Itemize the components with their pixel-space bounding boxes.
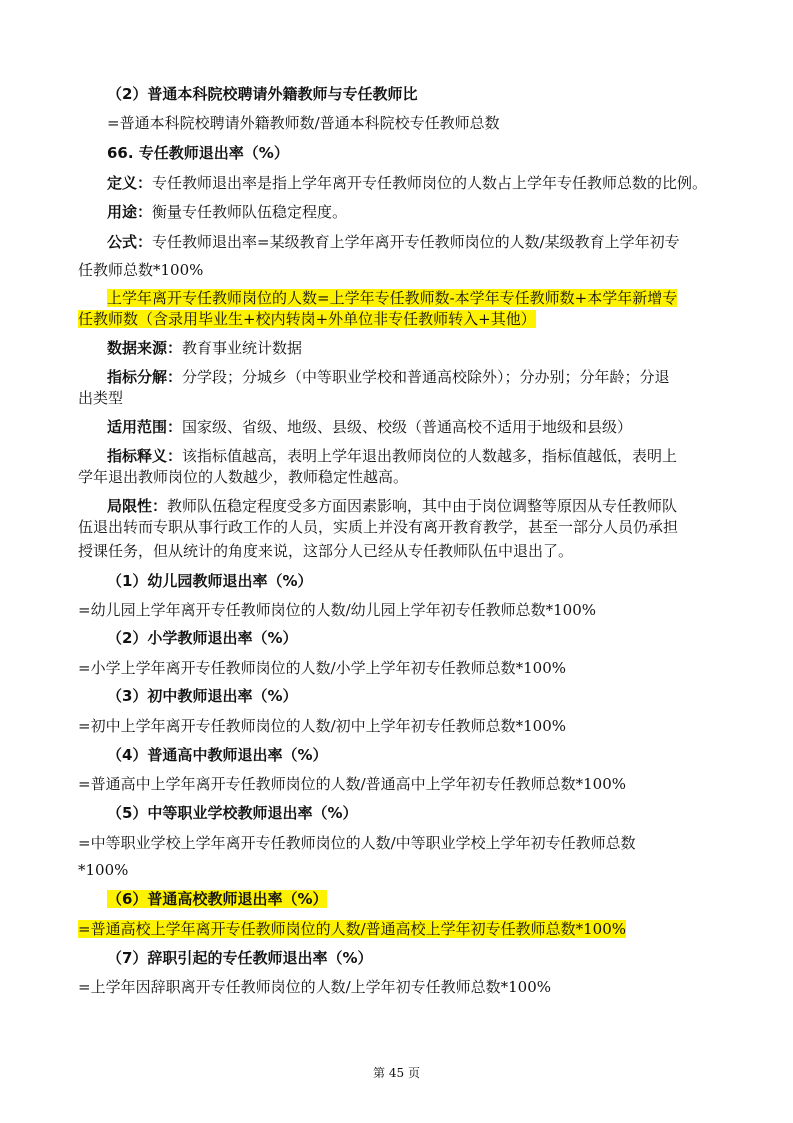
subheading-foreign-teacher-ratio: （2）普通本科院校聘请外籍教师与专任教师比	[107, 85, 418, 103]
breakdown-label: 指标分解：	[107, 368, 183, 386]
highlight-text: 任教师数（含录用毕业生+校内转岗+外单位非专任教师转入+其他）	[78, 310, 536, 328]
limitation-text: 教师队伍稳定程度受多方面因素影响，其中由于岗位调整等原因从专任教师队	[167, 497, 678, 515]
data-source-line	[107, 338, 302, 358]
interpretation-line-cont: 学年退出教师岗位的人数越少，教师稳定性越高。	[78, 468, 409, 486]
limitation-line	[107, 496, 677, 516]
highlight-text: （6）普通高校教师退出率（%）	[107, 890, 328, 908]
data-source-text: 教育事业统计数据	[182, 339, 303, 357]
highlight-text: =普通高校上学年离开专任教师岗位的人数/普通高校上学年初专任教师总数*100%	[78, 920, 627, 938]
formula-line-cont: 任教师总数*100%	[78, 261, 204, 279]
limitation-line-cont-2: 授课任务，但从统计的角度来说，这部分人已经从专任教师队伍中退出了。	[78, 542, 574, 560]
formula-resignation: =上学年因辞职离开专任教师岗位的人数/上学年初专任教师总数*100%	[78, 978, 552, 996]
highlight-text: 上学年离开专任教师岗位的人数=上学年专任教师数-本学年专任教师数+本学年新增专	[107, 289, 678, 307]
definition-line	[107, 173, 707, 193]
subheading-university	[107, 889, 327, 909]
breakdown-text: 分学段；分城乡（中等职业学校和普通高校除外）；分办别；分年龄；分退	[182, 368, 670, 386]
data-source-label: 数据来源：	[107, 339, 183, 357]
formula-foreign-teacher-ratio: =普通本科院校聘请外籍教师数/普通本科院校专任教师总数	[107, 114, 500, 132]
subheading-senior: （4）普通高中教师退出率（%）	[107, 746, 328, 764]
subheading-kindergarten: （1）幼儿园教师退出率（%）	[107, 572, 313, 590]
formula-primary: =小学上学年离开专任教师岗位的人数/小学上学年初专任教师总数*100%	[78, 659, 567, 677]
definition-text: 专任教师退出率是指上学年离开专任教师岗位的人数占上学年专任教师总数的比例。	[152, 174, 708, 192]
formula-vocational-cont: *100%	[78, 861, 129, 879]
formula-kindergarten: =幼儿园上学年离开专任教师岗位的人数/幼儿园上学年初专任教师总数*100%	[78, 601, 597, 619]
subheading-vocational: （5）中等职业学校教师退出率（%）	[107, 804, 358, 822]
section-heading-66: 66. 专任教师退出率（%）	[107, 144, 289, 162]
highlighted-definition-line-2	[78, 309, 536, 329]
formula-label: 公式：	[107, 233, 153, 251]
breakdown-line	[107, 367, 670, 387]
interpretation-line	[107, 446, 677, 466]
usage-text: 衡量专任教师队伍稳定程度。	[152, 203, 348, 221]
definition-label: 定义：	[107, 174, 153, 192]
highlighted-definition-line-1	[107, 288, 677, 308]
subheading-junior: （3）初中教师退出率（%）	[107, 687, 298, 705]
scope-line	[107, 417, 632, 437]
formula-line	[107, 232, 680, 252]
formula-text: 专任教师退出率=某级教育上学年离开专任教师岗位的人数/某级教育上学年初专	[152, 233, 680, 251]
interpretation-label: 指标释义：	[107, 447, 183, 465]
usage-line	[107, 202, 347, 222]
formula-vocational: =中等职业学校上学年离开专任教师岗位的人数/中等职业学校上学年初专任教师总数	[78, 834, 636, 852]
limitation-label: 局限性：	[107, 497, 168, 515]
breakdown-line-cont: 出类型	[78, 389, 124, 407]
scope-label: 适用范围：	[107, 418, 183, 436]
usage-label: 用途：	[107, 203, 153, 221]
subheading-resignation: （7）辞职引起的专任教师退出率（%）	[107, 949, 373, 967]
formula-junior: =初中上学年离开专任教师岗位的人数/初中上学年初专任教师总数*100%	[78, 717, 567, 735]
subheading-primary: （2）小学教师退出率（%）	[107, 629, 298, 647]
page-number: 第 45 页	[373, 1066, 420, 1080]
scope-text: 国家级、省级、地级、县级、校级（普通高校不适用于地级和县级）	[182, 418, 633, 436]
formula-university	[78, 919, 626, 939]
formula-senior: =普通高中上学年离开专任教师岗位的人数/普通高中上学年初专任教师总数*100%	[78, 775, 627, 793]
interpretation-text: 该指标值越高，表明上学年退出教师岗位的人数越多，指标值越低，表明上	[182, 447, 678, 465]
limitation-line-cont-1: 伍退出转而专职从事行政工作的人员，实质上并没有离开教育教学，甚至一部分人员仍承担	[78, 518, 679, 536]
